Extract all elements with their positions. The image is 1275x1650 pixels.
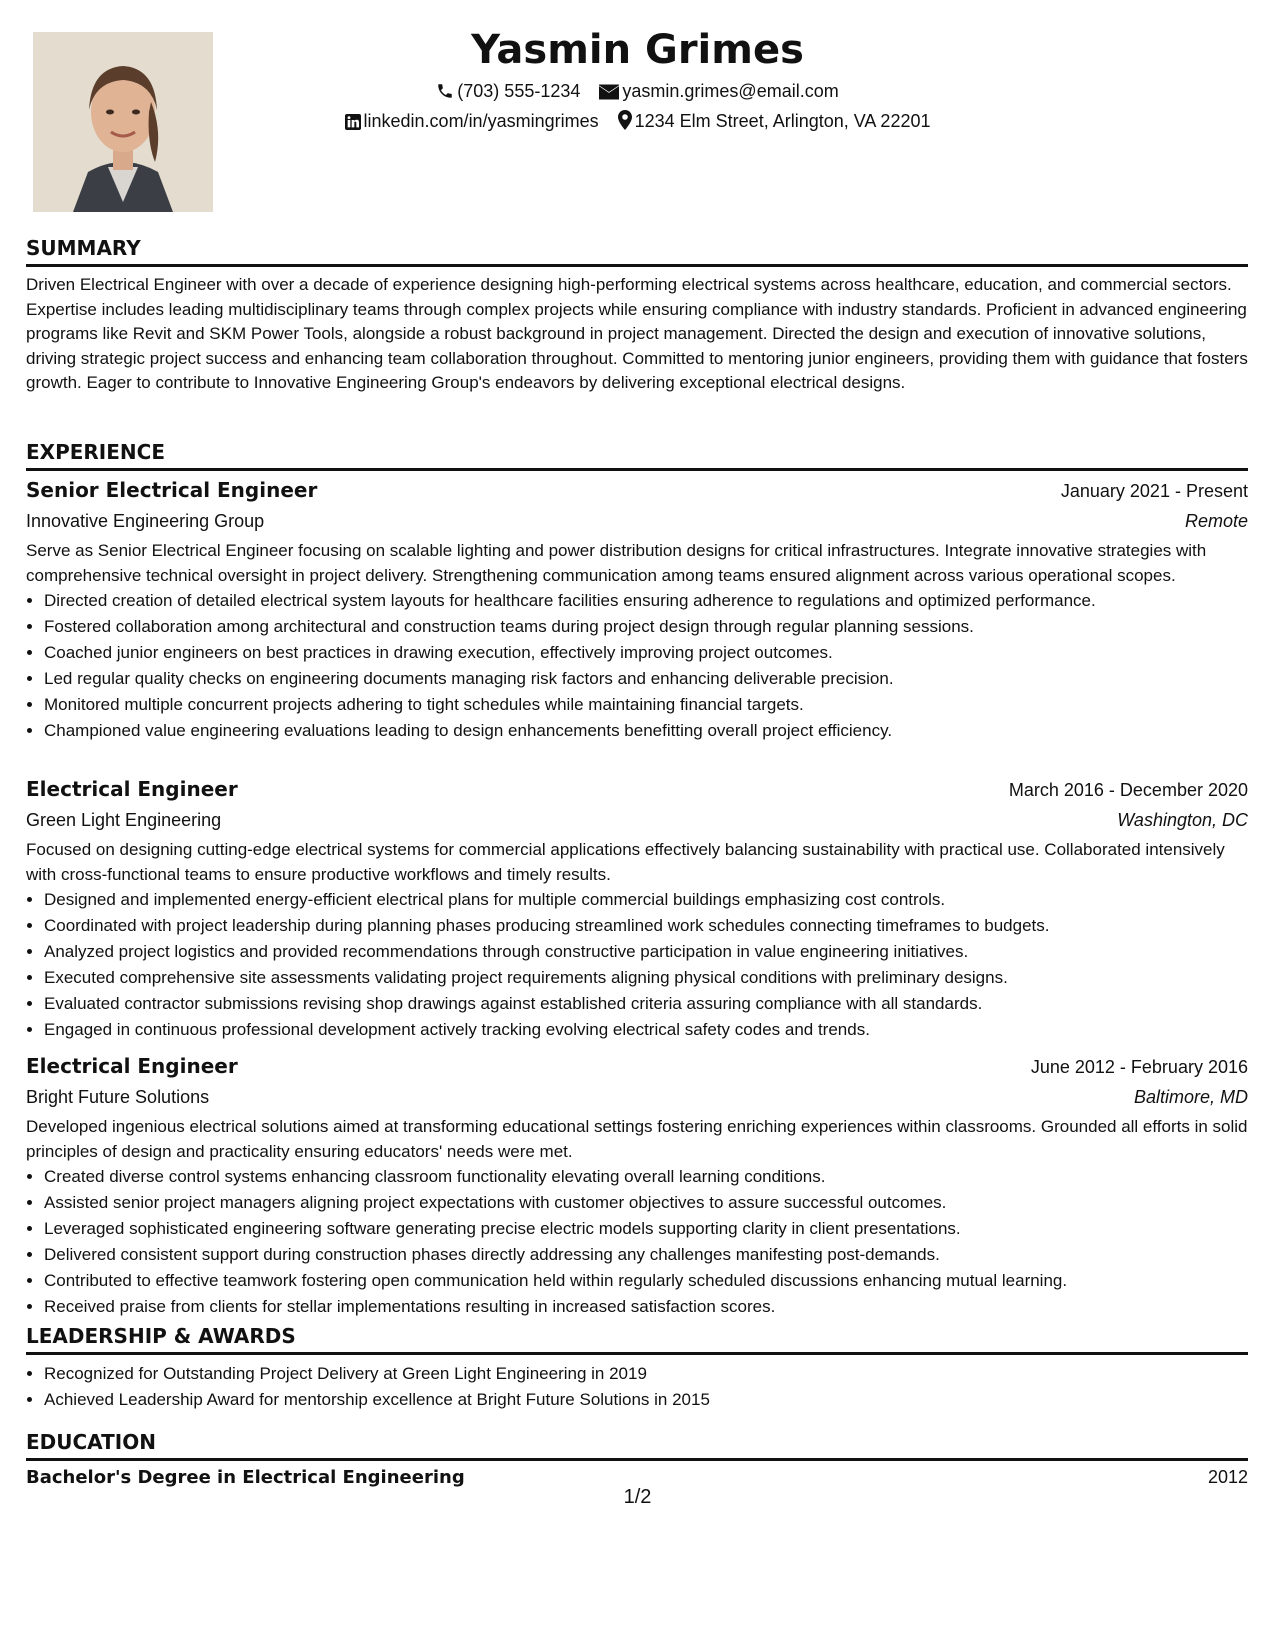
list-item: • Coordinated with project leadership during planning phases producing streamlined work schedules connecting timeframes to budgets. xyxy=(44,913,1248,939)
list-item: • Created diverse control systems enhancing classroom functionality elevating overall learning conditions. xyxy=(44,1164,1248,1190)
education-section xyxy=(26,1430,1248,1488)
job-description: Developed ingenious electrical solutions aimed at transforming educational settings fostering enriching experiences within classrooms. Grounded all efforts in solid principles of design and practicality ensuring educators' needs were met. xyxy=(26,1117,1248,1161)
list-item: • Executed comprehensive site assessments validating project requirements aligning physical conditions with preliminary designs. xyxy=(44,965,1248,991)
company-name: Bright Future Solutions xyxy=(26,1087,210,1107)
linkedin-contact[interactable] xyxy=(345,106,599,136)
email-text[interactable]: yasmin.grimes@email.com xyxy=(622,81,839,101)
section-title-education: EDUCATION xyxy=(26,1430,1248,1461)
address-contact xyxy=(618,106,931,136)
job-bullets xyxy=(26,1164,1248,1320)
email-contact[interactable] xyxy=(599,76,838,106)
list-item: • Championed value engineering evaluations leading to design enhancements benefitting overall project efficiency. xyxy=(44,718,1248,744)
resume-header xyxy=(0,24,1275,136)
job-dates: January 2021 - Present xyxy=(1060,481,1248,501)
job-bullets xyxy=(26,887,1248,1043)
map-pin-icon xyxy=(618,110,632,130)
job-description: Focused on designing cutting-edge electrical systems for commercial applications effectively balancing sustainability with practical use. Collaborated intensively with cross-functional teams to ensure productive workflows and timely results. xyxy=(26,840,1225,884)
list-item: • Engaged in continuous professional development actively tracking evolving electrical safety codes and trends. xyxy=(44,1017,1248,1043)
list-item: • Fostered collaboration among architectural and construction teams during project design through regular planning sessions. xyxy=(44,614,1248,640)
address-text: 1234 Elm Street, Arlington, VA 22201 xyxy=(634,111,931,131)
section-title-experience: EXPERIENCE xyxy=(26,440,1248,471)
job-dates: March 2016 - December 2020 xyxy=(1008,780,1248,800)
list-item: • Led regular quality checks on engineering documents managing risk factors and enhancing deliverable precision. xyxy=(44,666,1248,692)
candidate-name: Yasmin Grimes xyxy=(471,27,804,73)
list-item: • Leveraged sophisticated engineering software generating precise electric models supporting clarity in client presentations. xyxy=(44,1216,1248,1242)
list-item: • Recognized for Outstanding Project Delivery at Green Light Engineering in 2019 xyxy=(44,1361,1248,1387)
summary-section xyxy=(26,236,1248,396)
page-number: 1/2 xyxy=(623,1486,652,1508)
degree-title: Bachelor's Degree in Electrical Engineering xyxy=(26,1467,465,1488)
contact-row-1 xyxy=(0,76,1275,106)
list-item: • Coached junior engineers on best practices in drawing execution, effectively improving project outcomes. xyxy=(44,640,1248,666)
job-title: Electrical Engineer xyxy=(26,1054,238,1078)
section-title-summary: SUMMARY xyxy=(26,236,1248,267)
company-name: Green Light Engineering xyxy=(26,810,222,830)
job-location: Baltimore, MD xyxy=(1133,1087,1248,1107)
list-item: • Achieved Leadership Award for mentorship excellence at Bright Future Solutions in 2015 xyxy=(44,1387,1248,1413)
list-item: • Contributed to effective teamwork fostering open communication held within regularly scheduled discussions enhancing mutual learning. xyxy=(44,1268,1248,1294)
job-location: Washington, DC xyxy=(1117,810,1248,830)
experience-section xyxy=(26,440,1248,471)
degree-year: 2012 xyxy=(1207,1467,1248,1487)
job-title: Senior Electrical Engineer xyxy=(26,478,318,502)
list-item: • Delivered consistent support during construction phases directly addressing any challenges manifesting post-demands. xyxy=(44,1242,1248,1268)
list-item: • Designed and implemented energy-efficient electrical plans for multiple commercial buildings emphasizing cost controls. xyxy=(44,887,1248,913)
job-entry xyxy=(26,774,1248,1043)
company-name: Innovative Engineering Group xyxy=(26,511,265,531)
phone-icon xyxy=(436,82,454,100)
linkedin-text[interactable]: linkedin.com/in/yasmingrimes xyxy=(363,111,599,131)
envelope-icon xyxy=(599,84,619,100)
list-item: • Monitored multiple concurrent projects adhering to tight schedules while maintaining financial targets. xyxy=(44,692,1248,718)
linkedin-icon xyxy=(345,114,361,130)
list-item: • Assisted senior project managers aligning project expectations with customer objectives to assure successful outcomes. xyxy=(44,1190,1248,1216)
job-entry xyxy=(26,1051,1248,1320)
contact-row-2 xyxy=(0,106,1275,136)
list-item: • Evaluated contractor submissions revising shop drawings against established criteria assuring compliance with all standards. xyxy=(44,991,1248,1017)
job-bullets xyxy=(26,588,1248,744)
leadership-bullets xyxy=(26,1361,1248,1413)
list-item: • Received praise from clients for stellar implementations resulting in increased satisfaction scores. xyxy=(44,1294,1248,1320)
section-title-leadership: LEADERSHIP & AWARDS xyxy=(26,1324,1248,1355)
job-description: Serve as Senior Electrical Engineer focusing on scalable lighting and power distribution designs for critical infrastructures. Integrate innovative strategies with comprehensive technical oversight in project delivery. Strengthening communication among teams ensured alignment across various operational scopes. xyxy=(26,541,1207,585)
job-title: Electrical Engineer xyxy=(26,777,238,801)
phone-text: (703) 555-1234 xyxy=(457,81,581,101)
leadership-section xyxy=(26,1324,1248,1413)
job-location: Remote xyxy=(1184,511,1248,531)
list-item: • Directed creation of detailed electrical system layouts for healthcare facilities ensuring adherence to regulations and optimized performance. xyxy=(44,588,1248,614)
phone-contact xyxy=(436,76,580,106)
summary-text: Driven Electrical Engineer with over a decade of experience designing high-performing electrical systems across healthcare, education, and commercial sectors. Expertise includes leading multidisciplinary teams through complex projects while ensuring compliance with industry standards. Proficient in advanced engineering programs like Revit and SKM Power Tools, alongside a robust background in project management. Directed the design and execution of innovative solutions, driving strategic project success and enhancing team collaboration throughout. Committed to mentoring junior engineers, providing them with guidance that fosters growth. Eager to contribute to Innovative Engineering Group's endeavors by delivering exceptional electrical designs. xyxy=(26,275,1248,392)
list-item: • Analyzed project logistics and provided recommendations through constructive participation in value engineering initiatives. xyxy=(44,939,1248,965)
job-dates: June 2012 - February 2016 xyxy=(1030,1057,1248,1077)
job-entry xyxy=(26,475,1248,744)
